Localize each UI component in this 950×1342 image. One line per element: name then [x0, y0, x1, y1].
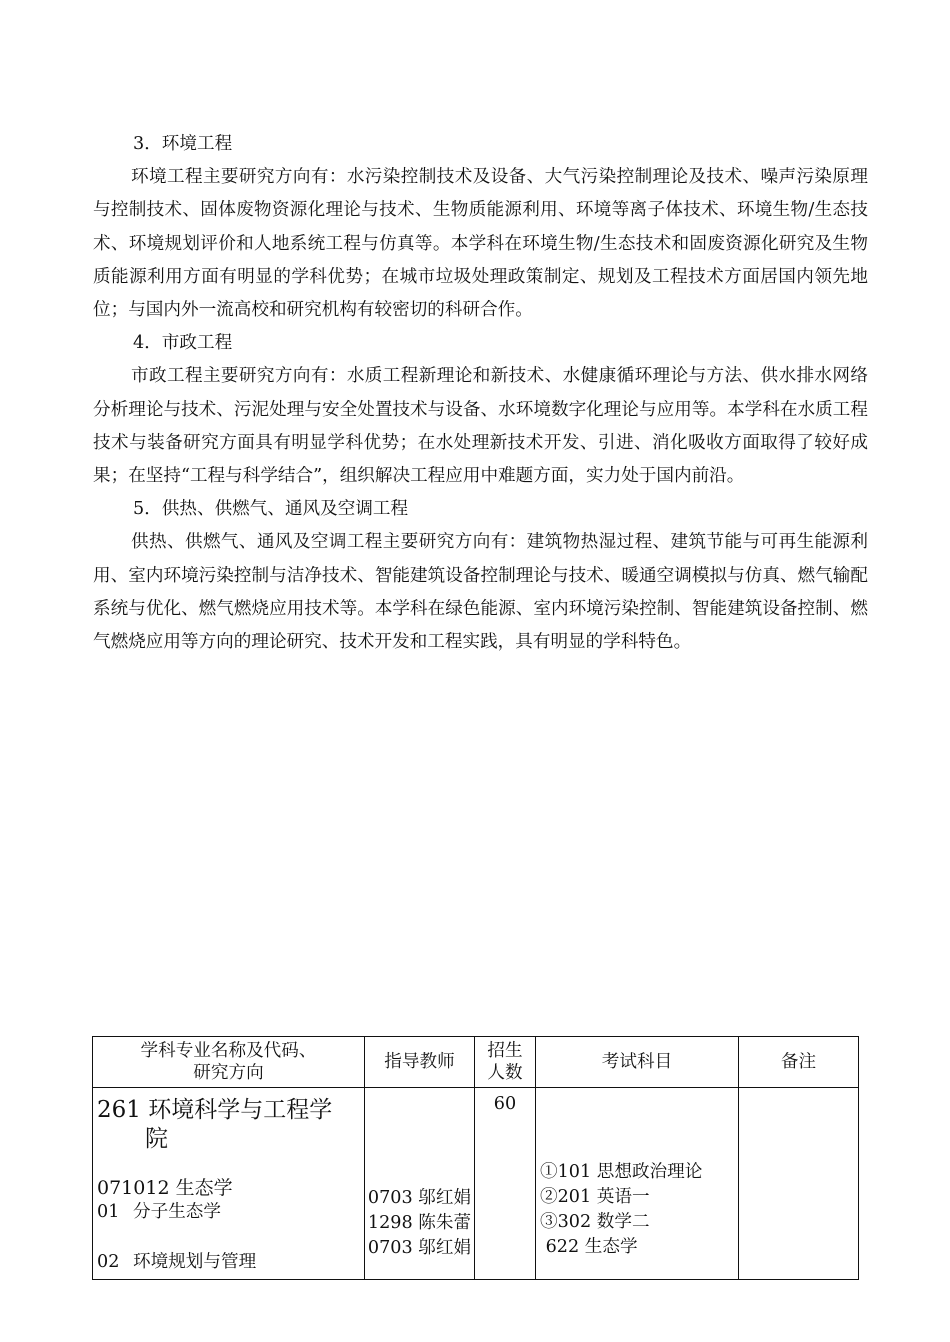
exam-subject: 622 生态学: [540, 1237, 638, 1257]
direction-spacer: [97, 1225, 360, 1250]
exam-subject: ③302 数学二: [540, 1212, 650, 1232]
header-major-direction: 学科专业名称及代码、 研究方向: [93, 1037, 365, 1088]
direction-item: 01 分子生态学: [97, 1202, 221, 1222]
document-body: [93, 128, 868, 659]
header-advisor: 指导教师: [365, 1037, 475, 1088]
header-remarks: 备注: [739, 1037, 859, 1088]
enrollment-count: 60: [475, 1088, 536, 1280]
section-paragraph: 环境工程主要研究方向有：水污染控制技术及设备、大气污染控制理论及技术、噪声污染原理与控制技术、固体废物资源化理论与技术、生物质能源利用、环境等离子体技术、环境生物/生态技术、环境规划评价和人地系统工程与仿真等。本学科在环境生物/生态技术和固废资源化研究及生物质能源利用方面有明显的学科优势；在城市垃圾处理政策制定、规划及工程技术方面居国内领先地位；与国内外一流高校和研究机构有较密切的科研合作。: [93, 167, 868, 321]
enrollment-table: [92, 1036, 859, 1280]
advisor-name: 0703 邬红娟: [367, 1188, 472, 1208]
section-paragraph: 供热、供燃气、通风及空调工程主要研究方向有：建筑物热湿过程、建筑节能与可再生能源利用、室内环境污染控制与洁净技术、智能建筑设备控制理论与技术、暖通空调模拟与仿真、燃气输配系统与优化、燃气燃烧应用技术等。本学科在绿色能源、室内环境污染控制、智能建筑设备控制、燃气燃烧应用等方向的理论研究、技术开发和工程实践，具有明显的学科特色。: [93, 532, 868, 653]
exam-cell: [536, 1088, 739, 1280]
major-name: 071012 生态学: [97, 1177, 233, 1199]
section-heading: 5．供热、供燃气、通风及空调工程: [133, 499, 409, 520]
section-paragraph: 市政工程主要研究方向有：水质工程新理论和新技术、水健康循环理论与方法、供水排水网络分析理论与技术、污泥处理与安全处置技术与设备、水环境数字化理论与应用等。本学科在水质工程技术与装备研究方面具有明显学科优势；在水处理新技术开发、引进、消化吸收方面取得了较好成果；在坚持“工程与科学结合”，组织解决工程应用中难题方面，实力处于国内前沿。: [93, 366, 868, 487]
section-heading: 3．环境工程: [133, 134, 233, 154]
table-row: [93, 1088, 859, 1280]
exam-subject: ②201 英语一: [540, 1187, 650, 1207]
direction-item: 02 环境规划与管理: [97, 1252, 257, 1272]
section-heading: 4．市政工程: [133, 333, 233, 354]
header-exam-subjects: 考试科目: [536, 1037, 739, 1088]
remarks-cell: [739, 1088, 859, 1280]
table-header-row: [93, 1037, 859, 1088]
exam-subject: ①101 思想政治理论: [540, 1162, 703, 1182]
advisor-name: 0703 邬红娟: [367, 1238, 472, 1258]
school-name: 261 环境科学与工程学 院: [97, 1097, 333, 1152]
header-enrollment: 招生 人数: [475, 1037, 536, 1088]
advisor-cell: [365, 1088, 475, 1280]
advisor-name: 1298 陈朱蕾: [367, 1213, 472, 1233]
major-cell: [93, 1088, 365, 1280]
